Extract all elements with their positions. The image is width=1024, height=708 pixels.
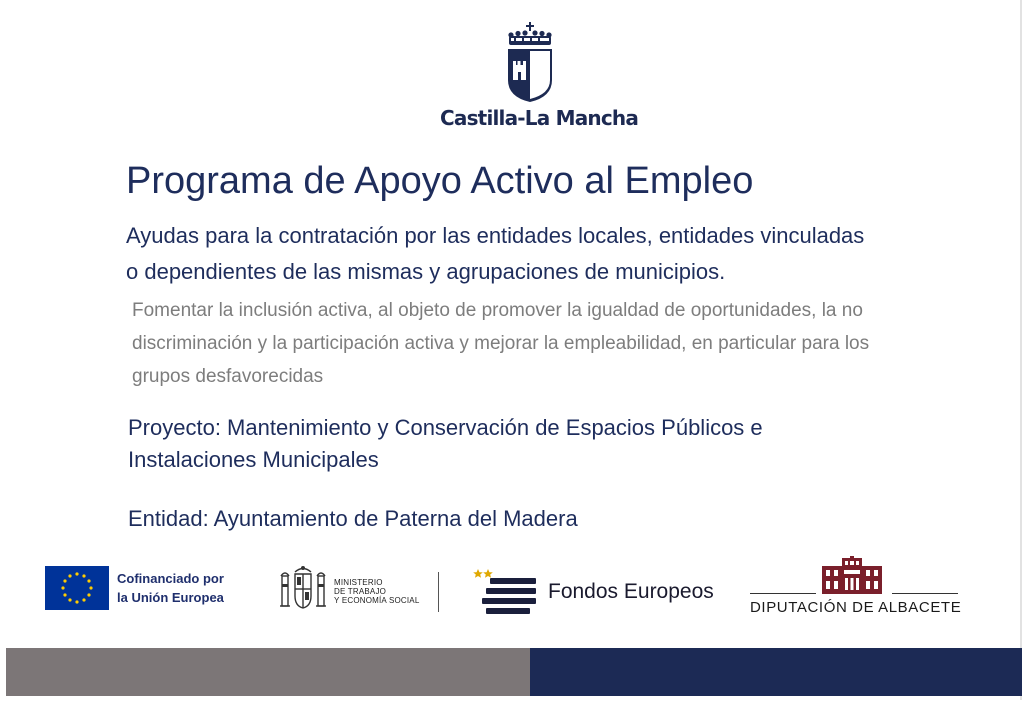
project-line: Instalaciones Municipales (128, 447, 379, 472)
eu-logo-text (117, 569, 224, 607)
description (132, 294, 912, 393)
diputacion-text: DIPUTACIÓN DE ALBACETE (750, 599, 962, 616)
eu-logo-line: la Unión Europea (117, 590, 224, 605)
ministry-line: DE TRABAJO (334, 587, 387, 596)
ministry-line: MINISTERIO (334, 578, 383, 587)
castilla-la-mancha-logo (440, 22, 639, 134)
project (128, 412, 848, 476)
description-line: discriminación y la participación activa y mejorar la empleabilidad, en particular para los (132, 333, 870, 354)
page-title: Programa de Apoyo Activo al Empleo (126, 160, 754, 202)
castilla-la-mancha-logo-text: Castilla-La Mancha (440, 106, 639, 130)
castle-crown-shield-icon (504, 22, 556, 104)
footer-band-gray (6, 648, 530, 696)
palace-building-icon (820, 556, 884, 594)
page-edge-divider (1020, 0, 1022, 700)
ministry-text (334, 578, 420, 605)
spain-coat-of-arms-icon (278, 562, 328, 616)
description-line: grupos desfavorecidas (132, 366, 324, 387)
diputacion-line-right (892, 593, 958, 594)
project-line: Proyecto: Mantenimiento y Conservación de Espacios Públicos e (128, 415, 763, 440)
subtitle (126, 218, 906, 290)
eu-flag-icon (45, 566, 109, 610)
ministry-line: Y ECONOMÍA SOCIAL (334, 596, 420, 605)
ministry-separator (438, 572, 439, 612)
subtitle-line: Ayudas para la contratación por las entidades locales, entidades vinculadas (126, 223, 865, 248)
diputacion-line-left (750, 593, 816, 594)
fondos-europeos-text: Fondos Europeos (548, 580, 714, 603)
eu-logo-line: Cofinanciado por (117, 571, 224, 586)
eu-cofinanced-logo (45, 566, 245, 610)
fondos-europeos-logo (472, 568, 722, 616)
footer-band-navy (530, 648, 1022, 696)
description-line: Fomentar la inclusión activa, al objeto de promover la igualdad de oportunidades, la no (132, 300, 863, 321)
diputacion-albacete-logo (748, 556, 960, 618)
entity: Entidad: Ayuntamiento de Paterna del Madera (128, 506, 578, 531)
fondos-europeos-icon (472, 568, 542, 616)
ministry-logo (278, 562, 444, 616)
subtitle-line: o dependientes de las mismas y agrupaciones de municipios. (126, 259, 726, 284)
